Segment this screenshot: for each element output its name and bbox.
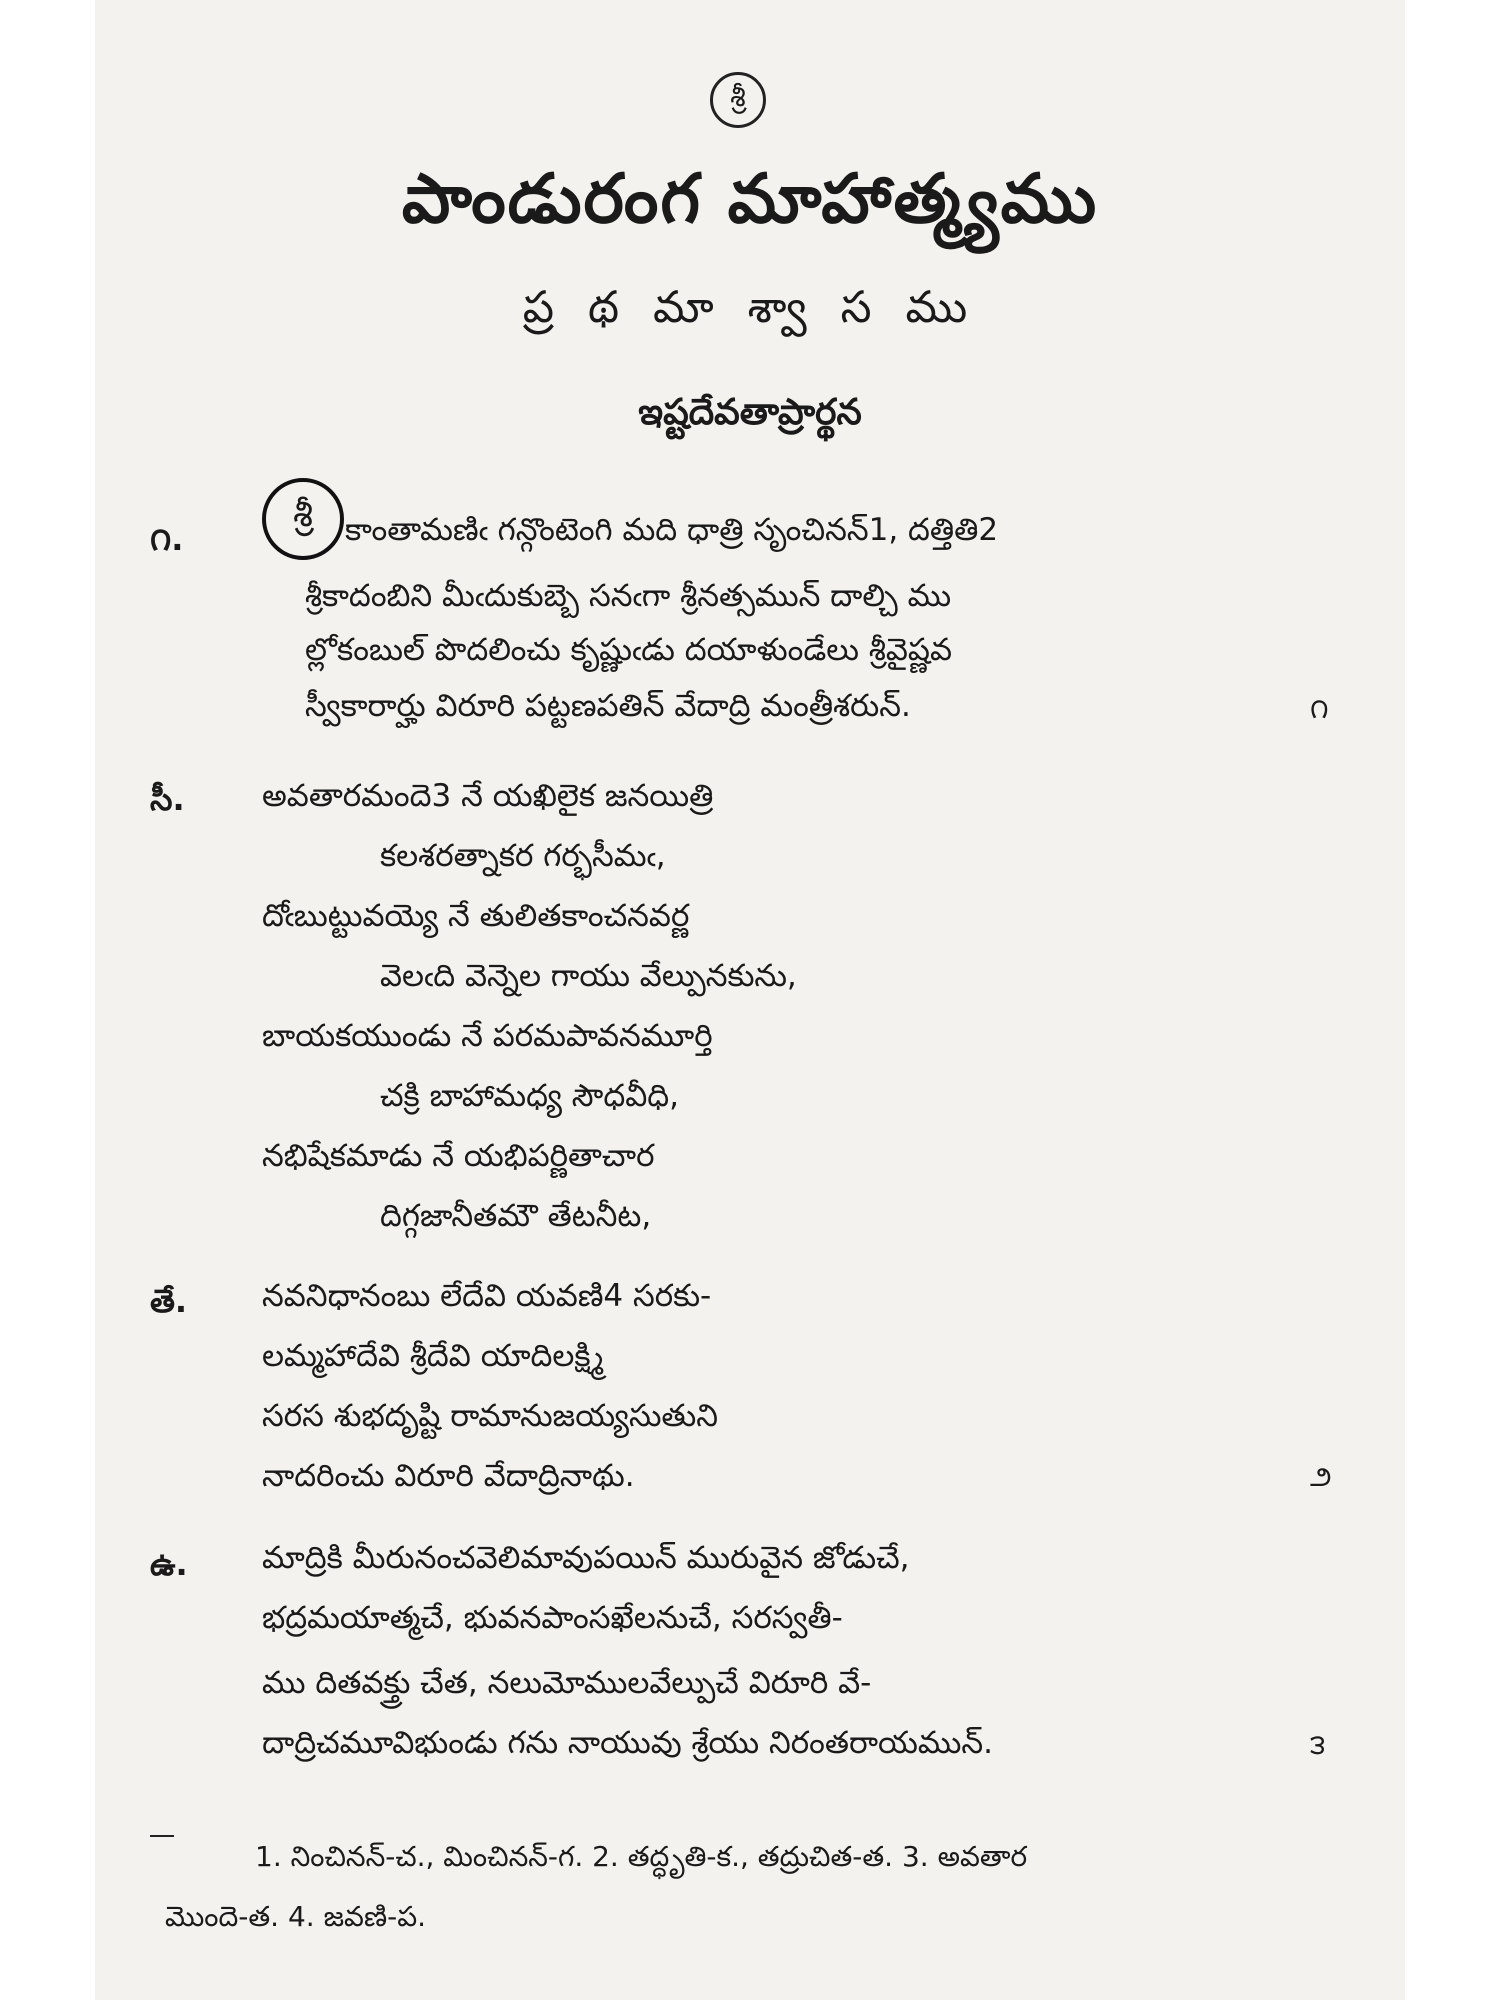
verse-line: వెలఁది వెన్నెల గాయు వేల్పునకును, (380, 958, 797, 994)
verse-line: దిగ్గజానీతమౌ తేటనీట, (380, 1198, 652, 1234)
verse-line: మాద్రికి మీరునంచవెలిమావుపయిన్ మురువైన జోడుచే, (262, 1540, 910, 1576)
verse-line: కలశరత్నాకర గర్భసీమఁ, (380, 838, 666, 874)
drop-cap-text: శ్రీ (293, 494, 313, 535)
verse-line: చక్రి బాహామధ్య సౌధవీధి, (380, 1078, 680, 1114)
verse-label: ఉ. (150, 1545, 188, 1583)
verse-line: అవతారమందె3 నే యఖిలైక జనయిత్రి (262, 778, 714, 814)
footnote-rule (150, 1835, 174, 1837)
shri-emblem (710, 72, 766, 128)
chapter-subtitle: ప్ర థ మా శ్వా స ము (522, 282, 978, 333)
verse-line: నాదరించు విరూరి వేదాద్రినాథు. (262, 1458, 635, 1494)
drop-cap-shri (262, 478, 344, 560)
verse-line: దాద్రిచమూవిభుండు గను నాయువు శ్రేయు నిరంతరాయమున్. (262, 1725, 994, 1761)
verse-label: సీ. (150, 780, 185, 818)
verse-line: ల్లోకంబుల్ పొదలించు కృష్ణుఁడు దయాళుండేలు శ్రీవైష్ణవ (305, 632, 953, 668)
page-title: పాండురంగ మాహాత్మ్యము (401, 160, 1099, 239)
verse-line: స్వీకారార్హు విరూరి పట్టణపతిన్ వేదాద్రి మంత్రీశరున్. (305, 688, 911, 724)
verse-number: ౨ (1310, 1460, 1332, 1493)
footnote-line: 1. నించినన్-చ., మించినన్-గ. 2. తద్ధృతి-క., తద్రుచిత-త. 3. అవతార (255, 1840, 1028, 1873)
bleed-through-text (130, 20, 139, 50)
verse-line: దోఁబుట్టువయ్యె నే తులితకాంచనవర్ణ (262, 898, 690, 934)
footnote-line: మొందె-త. 4. జవణి-ప. (165, 1900, 426, 1933)
verse-line: కాంతామణిఁ గన్గొంటెంగి మది ధాత్రి సృంచినన్1, దత్తితి2 (345, 512, 999, 548)
verse-line: సరస శుభదృష్టి రామానుజయ్యసుతుని (262, 1398, 719, 1434)
shri-emblem-text: శ్రీ (730, 80, 746, 113)
verse-line: నవనిధానంబు లేదేవి యవణి4 సరకు- (262, 1278, 712, 1314)
verse-line: ము దితవక్త్రు చేత, నలుమోములవేల్పుచే విరూరి వే- (262, 1665, 872, 1701)
verse-label: ౧. (150, 520, 184, 558)
verse-line: నభిషేకమాడు నే యభిపర్ణితాచార (262, 1138, 655, 1174)
verse-label: తే. (150, 1282, 188, 1320)
section-heading: ఇష్టదేవతాప్రార్థన (638, 392, 862, 433)
verse-line: లమ్మహాదేవి శ్రీదేవి యాదిలక్ష్మి (262, 1338, 604, 1374)
verse-line: బాయకయుండు నే పరమపావనమూర్తి (262, 1018, 713, 1054)
verse-line: భద్రమయాత్మచే, భువనపాంసఖేలనుచే, సరస్వతీ- (262, 1600, 843, 1636)
verse-number: ౩ (1310, 1728, 1326, 1761)
verse-line: శ్రీకాదంబిని మీఁదుకుబ్బె సనఁగా శ్రీనత్సమున్ దాల్చి ము (305, 578, 952, 614)
verse-number: ౧ (1310, 692, 1329, 725)
